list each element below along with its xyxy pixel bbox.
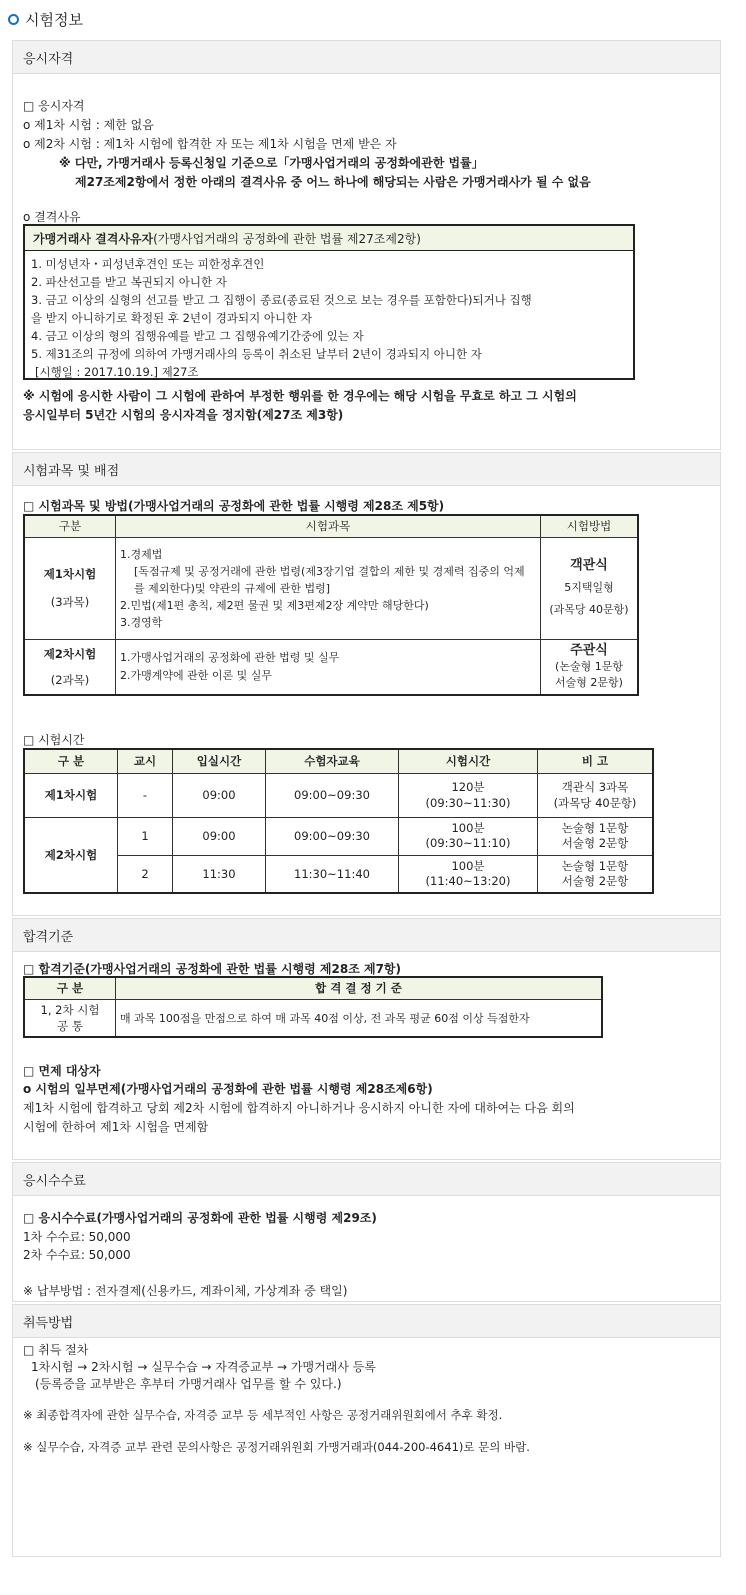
eligibility-line-1: o 제1차 시험 : 제한 없음 — [23, 118, 154, 132]
section-eligibility — [12, 40, 721, 450]
fee-first: 1차 수수료: 50,000 — [23, 1230, 131, 1244]
fee-payment-method: ※ 납부방법 : 전자결제(신용카드, 계좌이체, 가상계좌 중 택일) — [23, 1284, 348, 1298]
acquire-heading: □ 취득 절차 — [23, 1343, 89, 1357]
row1-subject-3: 3.경영학 — [120, 615, 163, 629]
eligibility-heading: □ 응시자격 — [23, 99, 85, 113]
row2-method-3: 서술형 2문항) — [555, 675, 623, 689]
subjects-row2-method — [541, 639, 639, 695]
subjects-col-method: 시험방법 — [541, 515, 639, 537]
disq-title-rest: (가맹사업거래의 공정화에 관한 법률 제27조제2항) — [153, 231, 421, 246]
subjects-table — [23, 514, 639, 696]
schedule-first-entry: 09:00 — [173, 773, 266, 817]
disq-item: 1. 미성년자・피성년후견인 또는 피한정후견인 — [31, 257, 265, 271]
schedule-second-2-note-2: 서술형 2문항 — [561, 873, 629, 888]
table-row — [24, 639, 638, 695]
schedule-first-name: 제1차시험 — [24, 773, 118, 817]
section-header-fee: 응시수수료 — [13, 1163, 720, 1196]
subjects-heading: □ 시험과목 및 방법(가맹사업거래의 공정화에 관한 법률 시행령 제28조 제5항) — [23, 499, 445, 513]
row1-method-1: 객관식 — [570, 558, 608, 573]
disq-item: 2. 파산선고를 받고 복권되지 아니한 자 — [31, 275, 227, 289]
schedule-second-2-time — [399, 855, 538, 893]
acquire-note-1: ※ 최종합격자에 관한 실무수습, 자격증 교부 등 세부적인 사항은 공정거래위원회에서 추후 확정. — [23, 1408, 503, 1422]
section-header-acquire: 취득방법 — [13, 1305, 720, 1338]
subjects-row1-method — [541, 537, 639, 639]
schedule-second-2-period: 2 — [118, 855, 173, 893]
eligibility-note-2: 제27조제2항에서 정한 아래의 결격사유 중 어느 하나에 해당되는 사람은 가맹거래사가 될 수 없음 — [75, 175, 591, 189]
acquire-steps-note: (등록증을 교부받은 후부터 가맹거래사 업무를 할 수 있다.) — [35, 1377, 342, 1391]
disqualification-box — [23, 224, 635, 380]
disq-item: 4. 금고 이상의 형의 집행유예를 받고 그 집행유예기간중에 있는 자 — [31, 329, 364, 343]
pass-row-class — [24, 999, 116, 1037]
subjects-row1-class — [24, 537, 116, 639]
schedule-col-period: 교시 — [118, 749, 173, 773]
eligibility-warning-2: 응시일부터 5년간 시험의 응시자격을 정지함(제27조 제3항) — [23, 408, 344, 422]
row2-method-2: (논술형 1문항 — [555, 659, 623, 673]
section-header-pass: 합격기준 — [13, 919, 720, 952]
circle-bullet-icon — [8, 14, 19, 25]
schedule-table — [23, 748, 654, 894]
row2-subject-2: 2.가맹계약에 관한 이론 및 실무 — [120, 668, 272, 682]
section-header-eligibility: 응시자격 — [13, 41, 720, 74]
section-acquisition — [12, 1304, 721, 1557]
pass-table — [23, 976, 603, 1038]
schedule-col-note: 비 고 — [538, 749, 654, 773]
schedule-second-1-edu: 09:00~09:30 — [266, 817, 399, 855]
schedule-first-note — [538, 773, 654, 817]
schedule-first-note-2: (과목당 40문항) — [553, 796, 637, 810]
schedule-second-2-note — [538, 855, 654, 893]
schedule-second-2-entry: 11:30 — [173, 855, 266, 893]
schedule-col-education: 수험자교육 — [266, 749, 399, 773]
schedule-first-note-1: 객관식 3과목 — [561, 780, 629, 794]
disq-item: 3. 금고 이상의 실형의 선고를 받고 그 집행이 종료(종료된 것으로 보는 경우를 포함한다)되거나 집행 — [31, 293, 532, 307]
disq-effective-date: [시행일 : 2017.10.19.] 제27조 — [35, 365, 199, 379]
schedule-second-2-time-duration: 100분 — [451, 858, 485, 873]
table-row — [24, 855, 653, 893]
section-subjects — [12, 452, 721, 916]
section-header-subjects: 시험과목 및 배점 — [13, 453, 720, 486]
eligibility-note-1: ※ 다만, 가맹거래사 등록신청일 기준으로「가맹사업거래의 공정화에관한 법률」 — [59, 156, 484, 170]
schedule-first-edu: 09:00~09:30 — [266, 773, 399, 817]
schedule-col-time: 시험시간 — [399, 749, 538, 773]
disq-title-bold: 가맹거래사 결격사유자 — [33, 231, 154, 246]
table-row — [24, 773, 653, 817]
acquire-steps: 1차시험 → 2차시험 → 실무수습 → 자격증교부 → 가맹거래사 등록 — [31, 1360, 376, 1374]
row2-count: (2과목) — [50, 672, 90, 687]
schedule-col-class: 구 분 — [24, 749, 118, 773]
pass-col-class: 구 분 — [24, 977, 116, 999]
exempt-subheading: o 시험의 일부면제(가맹사업거래의 공정화에 관한 법률 시행령 제28조제6항) — [23, 1082, 433, 1096]
exempt-text-1: 제1차 시험에 합격하고 당회 제2차 시험에 합격하지 아니하거나 응시하지 아니한 자에 대하여는 다음 회의 — [23, 1101, 575, 1115]
acquire-note-2: ※ 실무수습, 자격증 교부 관련 문의사항은 공정거래위원회 가맹거래과(044-200-4641)로 문의 바람. — [23, 1440, 530, 1454]
disqualification-heading: o 결격사유 — [23, 210, 81, 224]
schedule-second-1-note — [538, 817, 654, 855]
schedule-second-2-note-1: 논술형 1문항 — [561, 858, 629, 873]
schedule-second-1-entry: 09:00 — [173, 817, 266, 855]
row2-method-1: 주관식 — [570, 642, 608, 658]
row1-name: 제1차시험 — [43, 567, 97, 581]
pass-col-criteria: 합 격 결 정 기 준 — [116, 977, 603, 999]
schedule-second-2-time-range: (11:40~13:20) — [425, 873, 511, 888]
disqualification-list — [25, 251, 633, 381]
schedule-second-1-note-1: 논술형 1문항 — [561, 821, 629, 835]
row1-subject-1: 1.경제법 — [120, 547, 163, 561]
row2-subject-1: 1.가맹사업거래의 공정화에 관한 법령 및 실무 — [120, 650, 340, 664]
section-pass-criteria — [12, 918, 721, 1160]
row1-method-2: 5지택일형 — [564, 581, 614, 594]
row1-method-3: (과목당 40문항) — [549, 603, 629, 616]
subjects-col-subject: 시험과목 — [116, 515, 541, 537]
subjects-row2-subjects — [116, 639, 541, 695]
disq-item: 5. 제31조의 규정에 의하여 가맹거래사의 등록이 취소된 날부터 2년이 경과되지 아니한 자 — [31, 347, 482, 361]
schedule-col-entry: 입실시간 — [173, 749, 266, 773]
table-row — [24, 537, 638, 639]
schedule-first-period: - — [118, 773, 173, 817]
schedule-second-2-edu: 11:30~11:40 — [266, 855, 399, 893]
section-fee — [12, 1162, 721, 1302]
row1-subject-2: 2.민법(제1편 총칙, 제2편 물권 및 제3편제2장 계약만 해당한다) — [120, 598, 429, 612]
row1-subject-1b: 를 제외한다)및 약관의 규제에 관한 법령] — [134, 581, 331, 595]
row1-count: (3과목) — [50, 595, 90, 609]
subjects-col-class: 구분 — [24, 515, 116, 537]
row2-name: 제2차시험 — [43, 646, 97, 661]
pass-row-value: 매 과목 100점을 만점으로 하여 매 과목 40점 이상, 전 과목 평균 60점 이상 득점한자 — [116, 999, 603, 1037]
fee-heading: □ 응시수수료(가맹사업거래의 공정화에 관한 법률 시행령 제29조) — [23, 1211, 377, 1225]
schedule-first-time-range: (09:30~11:30) — [425, 796, 511, 810]
row1-subject-1a: [독점규제 및 공정거래에 관한 법령(제3장기업 결합의 제한 및 경제력 집중의 억제 — [134, 564, 525, 578]
schedule-first-time-duration: 120분 — [451, 780, 485, 794]
schedule-second-1-time-range: (09:30~11:10) — [425, 836, 511, 850]
exempt-heading: □ 면제 대상자 — [23, 1064, 101, 1078]
page-title-text: 시험정보 — [25, 10, 83, 29]
schedule-heading: □ 시험시간 — [23, 733, 85, 747]
disqualification-box-title — [25, 226, 633, 251]
eligibility-line-2: o 제2차 시험 : 제1차 시험에 합격한 자 또는 제1차 시험을 면제 받은 자 — [23, 137, 397, 151]
schedule-second-name: 제2차시험 — [24, 817, 118, 893]
pass-heading: □ 합격기준(가맹사업거래의 공정화에 관한 법률 시행령 제28조 제7항) — [23, 962, 401, 976]
fee-second: 2차 수수료: 50,000 — [23, 1248, 131, 1262]
schedule-second-1-time — [399, 817, 538, 855]
schedule-second-1-period: 1 — [118, 817, 173, 855]
exempt-text-2: 시험에 한하여 제1차 시험을 면제함 — [23, 1120, 209, 1134]
schedule-second-1-note-2: 서술형 2문항 — [561, 836, 629, 850]
pass-row-name-1: 1, 2차 시험 — [40, 1002, 100, 1017]
schedule-first-time — [399, 773, 538, 817]
table-row — [24, 999, 602, 1037]
page-title — [8, 8, 83, 30]
subjects-row1-subjects — [116, 537, 541, 639]
table-row — [24, 817, 653, 855]
pass-row-name-2: 공 통 — [57, 1018, 83, 1033]
schedule-second-1-time-duration: 100분 — [451, 821, 485, 835]
subjects-row2-class — [24, 639, 116, 695]
eligibility-warning-1: ※ 시험에 응시한 사람이 그 시험에 관하여 부정한 행위를 한 경우에는 해당 시험을 무효로 하고 그 시험의 — [23, 389, 577, 403]
disq-item: 을 받지 아니하기로 확정된 후 2년이 경과되지 아니한 자 — [31, 311, 312, 325]
